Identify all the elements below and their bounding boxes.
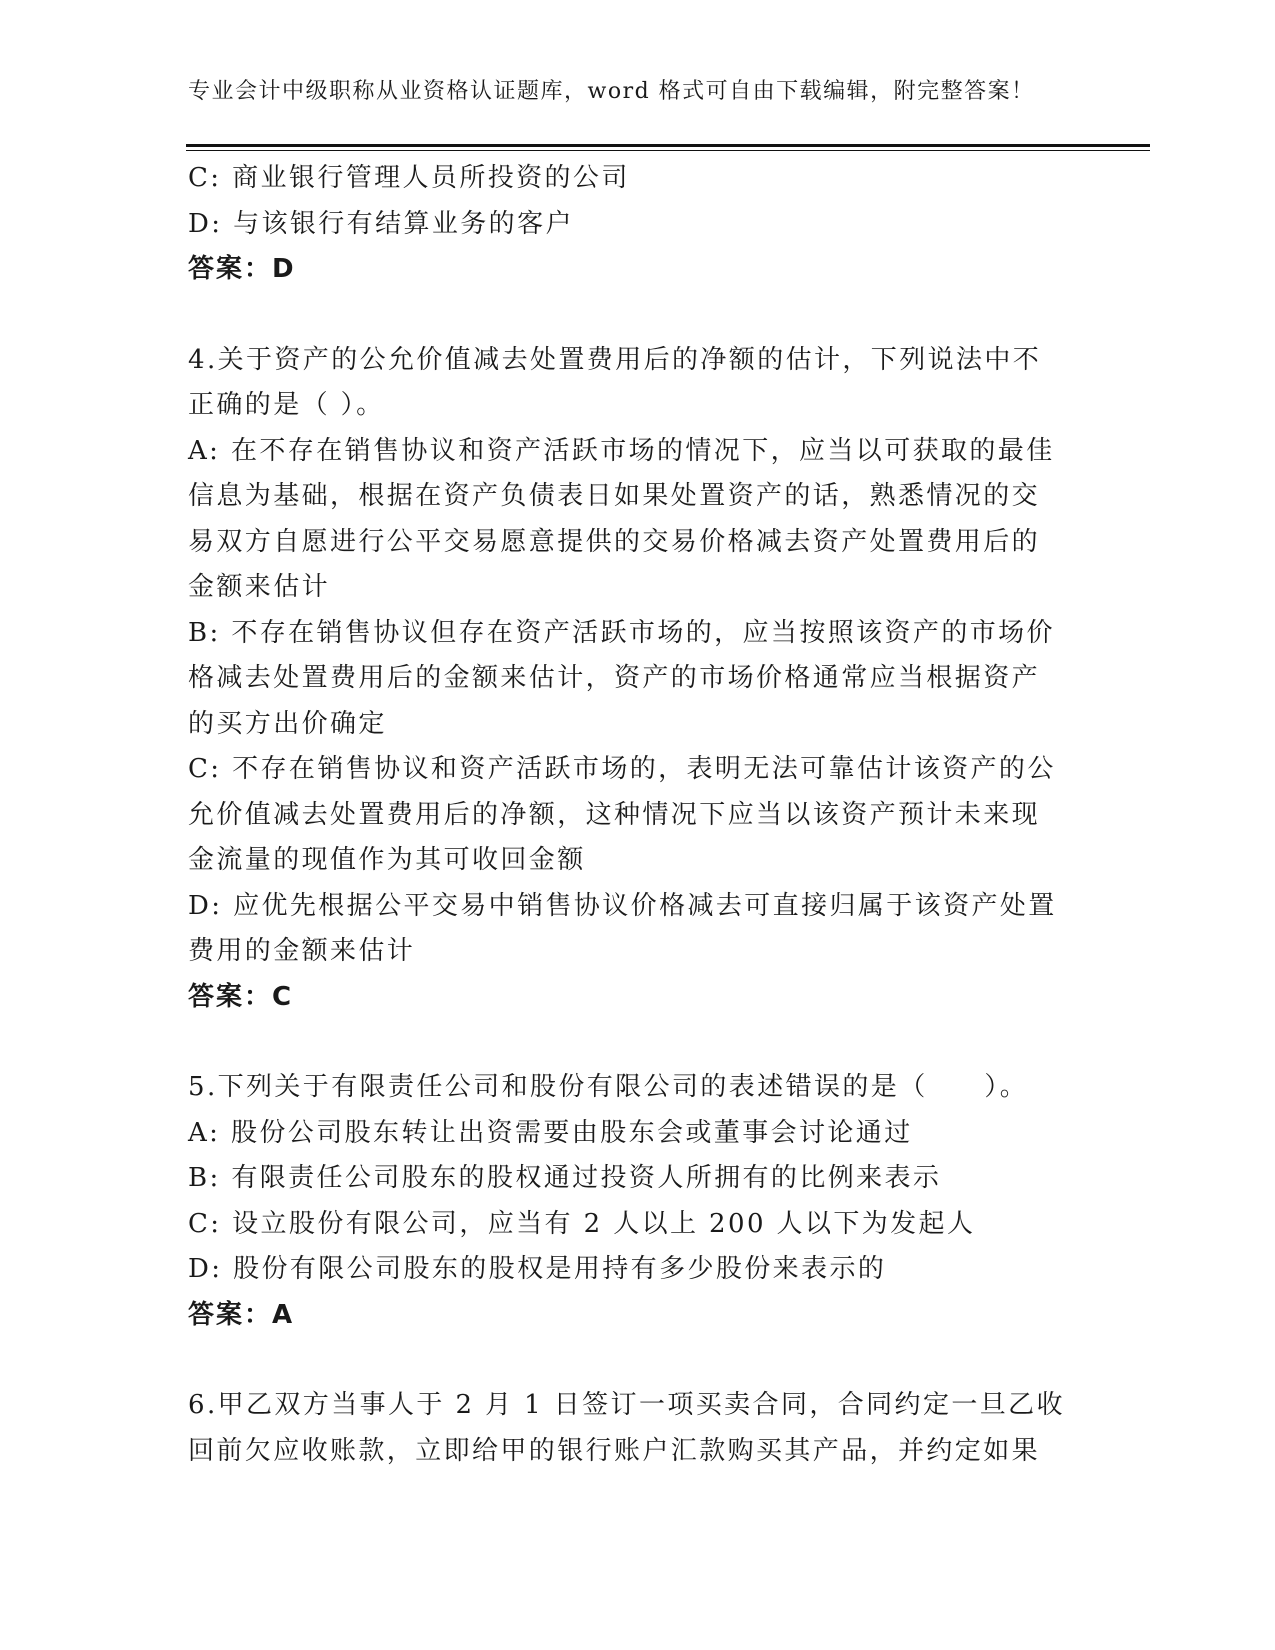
question-stem: 5.下列关于有限责任公司和股份有限公司的表述错误的是（ ）。: [188, 1072, 1029, 1102]
option-c: 金流量的现值作为其可收回金额: [188, 845, 586, 875]
question-6: [188, 1383, 1088, 1474]
option-c: C: 不存在销售协议和资产活跃市场的，表明无法可靠估计该资产的公: [188, 754, 1056, 784]
option-a: 信息为基础，根据在资产负债表日如果处置资产的话，熟悉情况的交: [188, 481, 1041, 511]
answer: 答案：A: [188, 1299, 295, 1330]
question-5: [188, 1065, 1088, 1338]
option-d: 费用的金额来估计: [188, 936, 416, 966]
option-a: A: 在不存在销售协议和资产活跃市场的情况下，应当以可获取的最佳: [188, 435, 1055, 466]
header-text: 专业会计中级职称从业资格认证题库，word 格式可自由下载编辑，附完整答案！: [188, 79, 1035, 104]
option-c: C: 设立股份有限公司，应当有 2 人以上 200 人以下为发起人: [188, 1208, 976, 1239]
question-3-tail: [188, 156, 1088, 293]
option-b: 的买方出价确定: [188, 708, 387, 739]
option-a: A: 股份公司股东转让出资需要由股东会或董事会讨论通过: [188, 1117, 913, 1148]
question-stem: 4.关于资产的公允价值减去处置费用后的净额的估计，下列说法中不: [188, 344, 1042, 375]
option-d: D: 股份有限公司股东的股权是用持有多少股份来表示的: [188, 1254, 887, 1284]
spacer: [188, 1338, 1088, 1383]
question-stem: 回前欠应收账款，立即给甲的银行账户汇款购买其产品，并约定如果: [188, 1435, 1041, 1466]
option-d: D: 与该银行有结算业务的客户: [188, 208, 574, 239]
option-a: 金额来估计: [188, 572, 331, 602]
document-body: [188, 156, 1088, 1474]
option-c: C: 商业银行管理人员所投资的公司: [188, 163, 630, 193]
answer: 答案：C: [188, 981, 294, 1012]
header-divider: [186, 144, 1150, 147]
option-b: B: 不存在销售协议但存在资产活跃市场的，应当按照该资产的市场价: [188, 617, 1055, 648]
question-stem: 正确的是（ ）。: [188, 390, 385, 420]
answer: 答案：D: [188, 254, 296, 284]
option-b: 格减去处置费用后的金额来估计，资产的市场价格通常应当根据资产: [188, 663, 1041, 693]
option-a: 易双方自愿进行公平交易愿意提供的交易价格减去资产处置费用后的: [188, 526, 1041, 557]
spacer: [188, 293, 1088, 338]
spacer: [188, 1020, 1088, 1065]
option-b: B: 有限责任公司股东的股权通过投资人所拥有的比例来表示: [188, 1163, 942, 1193]
option-c: 允价值减去处置费用后的净额，这种情况下应当以该资产预计未来现: [188, 799, 1041, 830]
question-4: [188, 338, 1088, 1021]
option-d: D: 应优先根据公平交易中销售协议价格减去可直接归属于该资产处置: [188, 890, 1057, 921]
question-stem: 6.甲乙双方当事人于 2 月 1 日签订一项买卖合同，合同约定一旦乙收: [188, 1390, 1065, 1420]
